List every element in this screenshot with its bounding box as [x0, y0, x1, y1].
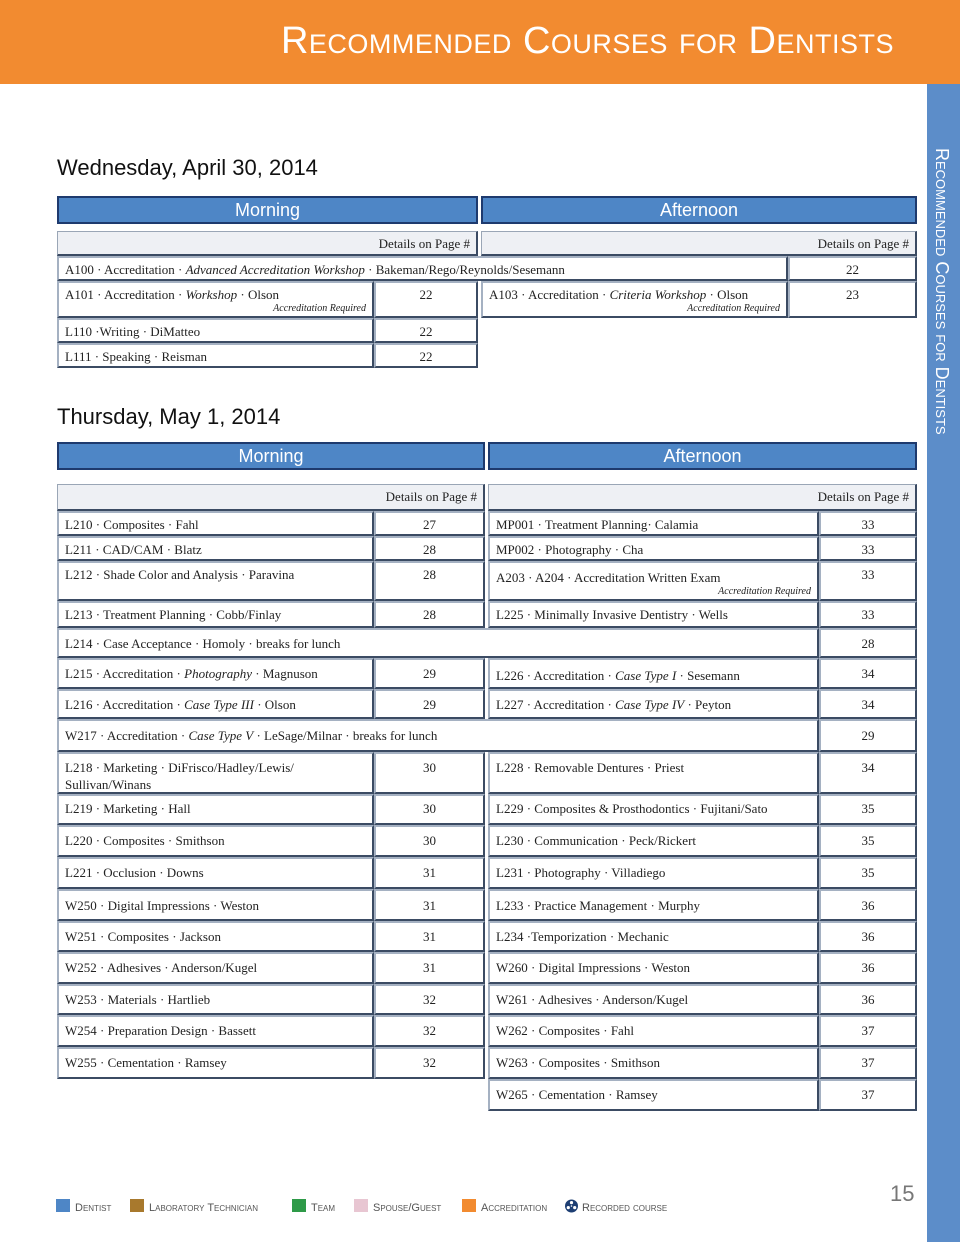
lab-swatch: [130, 1199, 144, 1212]
legend-item-recorded: [564, 1199, 667, 1214]
course-l213-page: 28: [374, 601, 485, 628]
course-w217: [57, 719, 819, 752]
legend-label: Spouse/Guest: [373, 1202, 442, 1214]
course-format: Workshop: [185, 287, 238, 302]
legend-label: Team: [311, 1202, 336, 1214]
accreditation-swatch: [462, 1199, 476, 1212]
course-l216-page: 29: [374, 689, 485, 719]
course-l210-page: 27: [374, 511, 485, 536]
thu-afternoon-details-header: Details on Page #: [488, 484, 917, 511]
course-l234: L234 ·Temporization · Mechanic: [488, 921, 819, 952]
course-instructors: · Sesemann: [676, 668, 740, 683]
course-l227-page: 34: [819, 689, 917, 719]
page-title: Recommended Courses for Dentists: [280, 20, 894, 62]
accreditation-note: Accreditation Required: [273, 303, 366, 314]
course-l225-page: 33: [819, 601, 917, 628]
course-format: Case Type V: [188, 728, 254, 743]
course-mp002-page: 33: [819, 536, 917, 561]
course-l212-page: 28: [374, 561, 485, 601]
wed-afternoon-details-header: Details on Page #: [481, 231, 917, 256]
course-code: A100 · Accreditation ·: [65, 262, 186, 277]
course-w253: W253 · Materials · Hartlieb: [57, 984, 374, 1015]
course-w260: W260 · Digital Impressions · Weston: [488, 952, 819, 984]
course-w250: W250 · Digital Impressions · Weston: [57, 889, 374, 921]
course-mp002: MP002 · Photography · Cha: [488, 536, 819, 561]
course-w265-page: 37: [819, 1079, 917, 1111]
wednesday-title: Wednesday, April 30, 2014: [57, 155, 318, 180]
course-instructors: · Olson: [706, 287, 749, 302]
course-w255: W255 · Cementation · Ramsey: [57, 1047, 374, 1079]
wed-morning-details-header: Details on Page #: [57, 231, 478, 256]
course-code: L215 · Accreditation ·: [65, 666, 185, 681]
course-l228-page: 34: [819, 752, 917, 794]
course-w262: W262 · Composites · Fahl: [488, 1015, 819, 1047]
legend-item-dentist: [56, 1199, 111, 1214]
course-l214-page: 28: [819, 628, 917, 658]
course-l111-page: 22: [374, 343, 478, 368]
course-a203-page: 33: [819, 561, 917, 601]
course-instructors: · Olson: [253, 697, 296, 712]
course-l225: L225 · Minimally Invasive Dentistry · Wells: [488, 601, 819, 628]
team-swatch: [292, 1199, 306, 1212]
course-mp001: MP001 · Treatment Planning· Calamia: [488, 511, 819, 536]
course-a103-page: 23: [788, 281, 917, 318]
course-instructors: · LeSage/Milnar · breaks for lunch: [253, 728, 438, 743]
course-a100-page: 22: [788, 256, 917, 281]
course-w260-page: 36: [819, 952, 917, 984]
course-l230: L230 · Communication · Peck/Rickert: [488, 825, 819, 857]
wed-afternoon-band: Afternoon: [481, 196, 917, 224]
legend-item-team: [292, 1199, 335, 1214]
course-w255-page: 32: [374, 1047, 485, 1079]
legend-label: Laboratory Technician: [149, 1202, 259, 1214]
course-l211-page: 28: [374, 536, 485, 561]
wed-morning-band: Morning: [57, 196, 478, 224]
thursday-title: Thursday, May 1, 2014: [57, 404, 281, 429]
course-l220: L220 · Composites · Smithson: [57, 825, 374, 857]
course-l226: [488, 658, 819, 689]
course-w261-page: 36: [819, 984, 917, 1015]
course-l228: L228 · Removable Dentures · Priest: [488, 752, 819, 794]
course-w254-page: 32: [374, 1015, 485, 1047]
course-code: A101 · Accreditation ·: [65, 287, 186, 302]
course-a103: [481, 281, 788, 318]
course-l233: L233 · Practice Management · Murphy: [488, 889, 819, 921]
course-l110: L110 ·Writing · DiMatteo: [57, 318, 374, 343]
legend-label: Dentist: [75, 1202, 112, 1214]
course-l110-page: 22: [374, 318, 478, 343]
course-l230-page: 35: [819, 825, 917, 857]
legend-item-lab: [130, 1199, 258, 1214]
course-format: Case Type III: [184, 697, 254, 712]
course-w250-page: 31: [374, 889, 485, 921]
course-l212: L212 · Shade Color and Analysis · Paravina: [57, 561, 374, 601]
course-mp001-page: 33: [819, 511, 917, 536]
course-code: L227 · Accreditation ·: [496, 697, 616, 712]
course-title: A203 · A204 · Accreditation Written Exam: [496, 570, 721, 585]
course-w253-page: 32: [374, 984, 485, 1015]
course-l213: L213 · Treatment Planning · Cobb/Finlay: [57, 601, 374, 628]
course-w251: W251 · Composites · Jackson: [57, 921, 374, 952]
course-code: L226 · Accreditation ·: [496, 668, 616, 683]
page-header: [0, 0, 960, 84]
course-l233-page: 36: [819, 889, 917, 921]
course-l211: L211 · CAD/CAM · Blatz: [57, 536, 374, 561]
spouse-swatch: [354, 1199, 368, 1212]
course-l210: L210 · Composites · Fahl: [57, 511, 374, 536]
course-l215-page: 29: [374, 658, 485, 689]
course-l220-page: 30: [374, 825, 485, 857]
thu-morning-details-header: Details on Page #: [57, 484, 485, 511]
course-a203-a204: [488, 561, 819, 601]
course-w263-page: 37: [819, 1047, 917, 1079]
course-l218: L218 · Marketing · DiFrisco/Hadley/Lewis/ Sullivan/Winans: [57, 752, 374, 794]
course-format: Criteria Workshop: [609, 287, 707, 302]
course-l214: L214 · Case Acceptance · Homoly · breaks for lunch: [57, 628, 819, 658]
legend-label: Accreditation: [481, 1202, 548, 1214]
film-reel-icon: [564, 1199, 579, 1213]
course-l231: L231 · Photography · Villadiego: [488, 857, 819, 889]
course-l111: L111 · Speaking · Reisman: [57, 343, 374, 368]
course-w262-page: 37: [819, 1015, 917, 1047]
course-a100: [57, 256, 788, 281]
course-format: Case Type IV: [615, 697, 685, 712]
course-code: A103 · Accreditation ·: [489, 287, 610, 302]
course-code: W217 · Accreditation ·: [65, 728, 189, 743]
course-instructors: · Peyton: [684, 697, 732, 712]
course-format: Case Type I: [615, 668, 677, 683]
course-w252: W252 · Adhesives · Anderson/Kugel: [57, 952, 374, 984]
course-format: Photography: [184, 666, 253, 681]
course-l231-page: 35: [819, 857, 917, 889]
course-l218-page: 30: [374, 752, 485, 794]
course-instructors: · Bakeman/Rego/Reynolds/Sesemann: [364, 262, 565, 277]
legend-item-accreditation: [462, 1199, 547, 1214]
course-w263: W263 · Composites · Smithson: [488, 1047, 819, 1079]
course-l234-page: 36: [819, 921, 917, 952]
side-tab: [927, 84, 960, 1242]
course-w217-page: 29: [819, 719, 917, 752]
thu-afternoon-band: Afternoon: [488, 442, 917, 470]
page-number: 15: [890, 1181, 915, 1206]
course-l229-page: 35: [819, 794, 917, 825]
course-instructors: · Magnuson: [252, 666, 318, 681]
accreditation-note: Accreditation Required: [687, 303, 780, 314]
accreditation-note: Accreditation Required: [718, 586, 811, 597]
dentist-swatch: [56, 1199, 70, 1212]
course-w261: W261 · Adhesives · Anderson/Kugel: [488, 984, 819, 1015]
course-a101-page: 22: [374, 281, 478, 318]
course-l219-page: 30: [374, 794, 485, 825]
course-l226-page: 34: [819, 658, 917, 689]
course-format: Advanced Accreditation Workshop: [185, 262, 365, 277]
course-code: L216 · Accreditation ·: [65, 697, 185, 712]
side-tab-label: Recommended Courses for Dentists: [932, 148, 952, 435]
course-l215: [57, 658, 374, 689]
course-w254: W254 · Preparation Design · Bassett: [57, 1015, 374, 1047]
legend-item-spouse: [354, 1199, 441, 1214]
course-l216: [57, 689, 374, 719]
course-w252-page: 31: [374, 952, 485, 984]
course-a101: [57, 281, 374, 318]
thu-morning-band: Morning: [57, 442, 485, 470]
legend-label: Recorded course: [582, 1202, 668, 1214]
course-l221-page: 31: [374, 857, 485, 889]
course-l227: [488, 689, 819, 719]
course-l221: L221 · Occlusion · Downs: [57, 857, 374, 889]
course-instructors: · Olson: [237, 287, 279, 302]
course-l219: L219 · Marketing · Hall: [57, 794, 374, 825]
course-w251-page: 31: [374, 921, 485, 952]
course-l229: L229 · Composites & Prosthodontics · Fujitani/Sato: [488, 794, 819, 825]
course-w265: W265 · Cementation · Ramsey: [488, 1079, 819, 1111]
